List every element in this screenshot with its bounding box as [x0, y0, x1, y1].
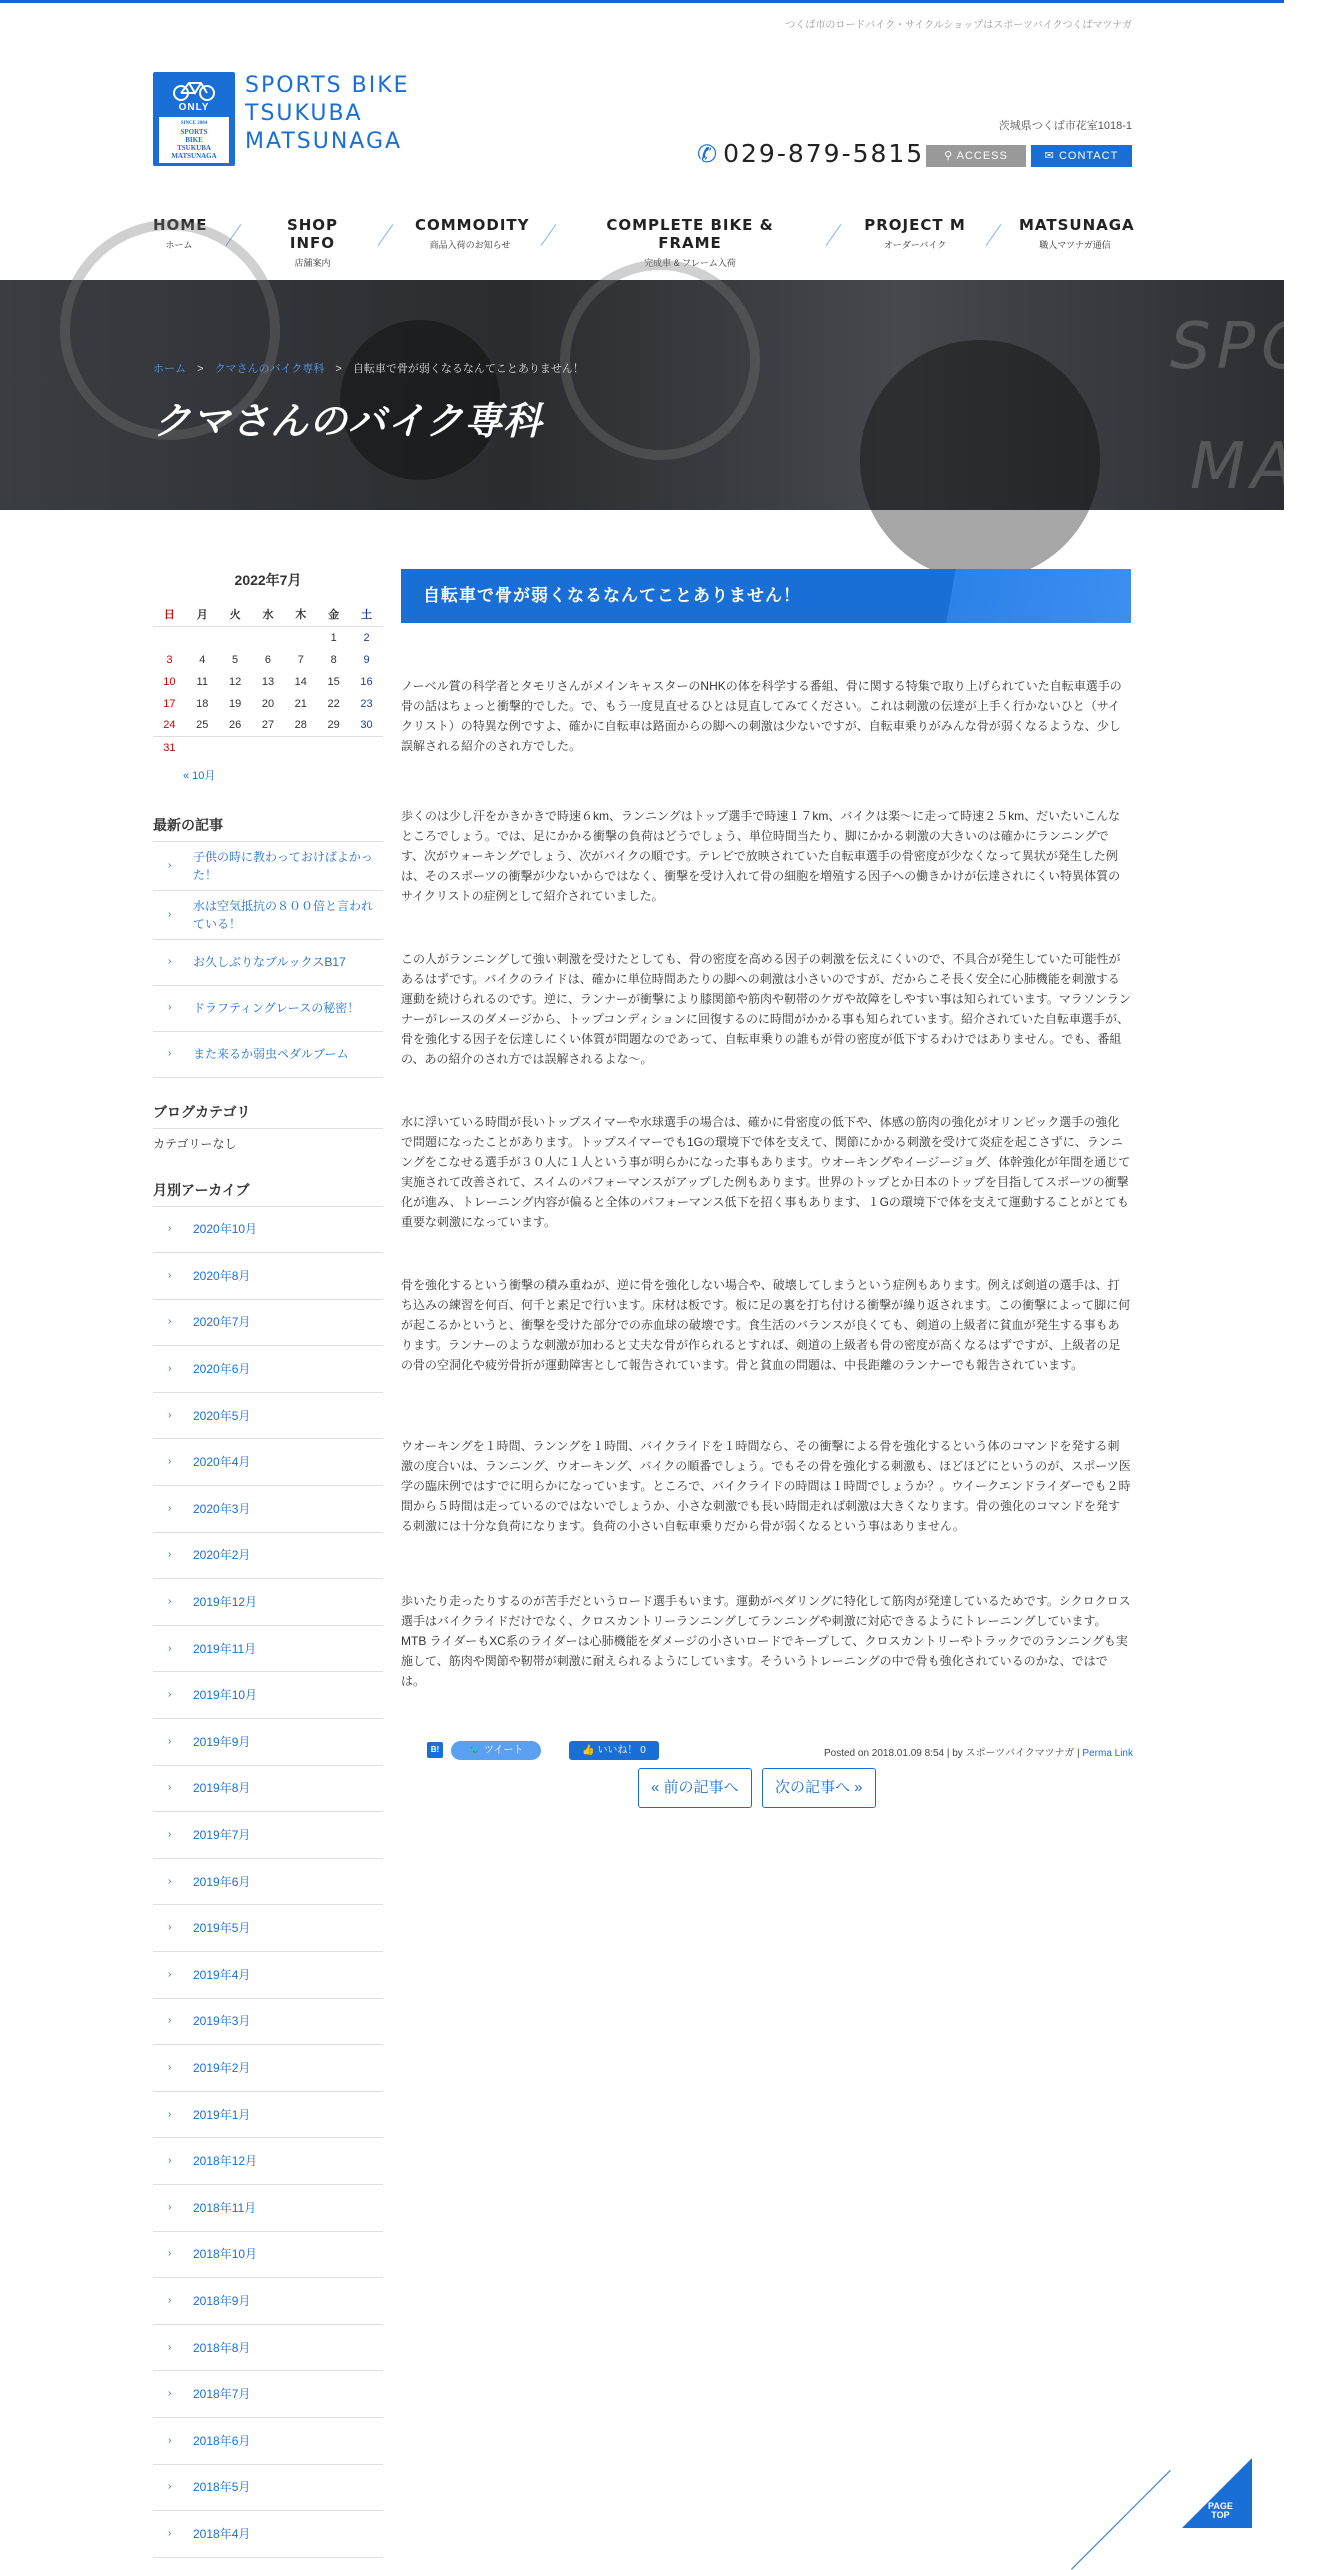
archive-item[interactable]: [153, 1766, 383, 1813]
archive-item-link[interactable]: 2018年8月: [193, 2340, 251, 2355]
archive-item-link[interactable]: 2019年11月: [193, 1641, 257, 1656]
archive-item[interactable]: [153, 2138, 383, 2185]
chevron-right-icon: ›: [168, 2341, 172, 2353]
calendar-day: [252, 737, 285, 759]
recent-post-item[interactable]: [153, 1032, 383, 1078]
calendar-day: 15: [327, 675, 340, 688]
archive-item[interactable]: [153, 2371, 383, 2418]
archive-item-link[interactable]: 2018年10月: [193, 2247, 258, 2262]
archive-item-link[interactable]: 2019年6月: [193, 1874, 251, 1889]
archive-item[interactable]: [153, 1952, 383, 1999]
archive-item[interactable]: [153, 1439, 383, 1486]
double-chevron-left-icon: «: [651, 1779, 664, 1796]
chevron-right-icon: ›: [168, 1642, 172, 1654]
chevron-right-icon: ›: [168, 2388, 172, 2400]
post-paragraph: この人がランニングして強い刺激を受けたとしても、骨の密度を高める因子の刺激を伝えにくいので、不具合が発生していた可能性があるはずです。バイクのライドは、確かに単位時間あたりの脚への刺激は小さいのですが、だからこそ長く安全に心肺機能を刺激する運動を続けられるのです。逆に、ランナーが衝撃により膝関節や筋肉や靭帯のケガや故障をしやすい事は知られています。マラソンランナーがレースのダメージから、トップコンディションに回復するのに時間がかかる事も知られています。紹介されていた自転車選手が、骨を強化する因子を伝達しにくい体質が問題なのであって、自転車乗りの誰もが骨の密度が低下するわけではありません。でも、番組の、あの紹介のされ方では誤解されるよな〜。: [401, 952, 1131, 1066]
phone-number[interactable]: ✆ 029-879-5815: [697, 139, 925, 168]
mail-icon: ✉: [1044, 150, 1059, 162]
calendar-day: 12: [228, 675, 242, 688]
nav-project-m[interactable]: PROJECT M オーダーバイク: [864, 216, 966, 250]
site-logo[interactable]: [153, 72, 235, 166]
calendar-day: 20: [261, 697, 275, 710]
chevron-right-icon: ›: [168, 2481, 172, 2493]
hero-gear-shape: [560, 260, 760, 460]
archive-item-link[interactable]: 2018年12月: [193, 2154, 258, 2169]
post-paragraph: 水に浮いている時間が長いトップスイマーや水球選手の場合は、確かに骨密度の低下や、体感の筋肉の強化がオリンピック選手の強化で問題になったことがあります。トップスイマーでも1Gの環境下で体を支えて、関節にかかる刺激を受けて炎症を起こさずに、ランニングをこなせる選手が３０人に１人という事が明らかになった事もあります。ウオーキングやイージージョグ、体幹強化が年間を通じて実施されて改善されて、スイムのパフォーマンスがアップした例もあります。世界のトップとか日本のトップを目指してスポーツの衝撃化が進み、トレーニング内容が偏ると全体のパフォーマンス低下を招く事もあります、１Gの環境下で体を支えて運動することがとても重要な刺激になっています。: [401, 1115, 1131, 1229]
chevron-right-icon: ›: [168, 2015, 172, 2027]
chevron-right-icon: ›: [168, 1875, 172, 1887]
tweet-button[interactable]: 🐦 ツイート: [451, 1741, 541, 1760]
calendar-weekday: 水: [252, 602, 285, 627]
recent-post-item-link[interactable]: 子供の時に教わっておけばよかった！: [193, 849, 373, 882]
archive-item-link[interactable]: 2020年6月: [193, 1362, 251, 1377]
nav-commodity[interactable]: COMMODITY 商品入荷のお知らせ: [415, 216, 530, 250]
post-paragraph: ウオーキングを１時間、ランングを１時間、バイクライドを１時間なら、その衝撃による骨を強化するという体のコマンドを発する刺激の度合いは、ランニング、ウオーキング、バイクの順番でしょう。でもその骨を強化する刺激も、ほどほどにというのが、スポーツ医学の臨床例ではすでに明らかになっています。ところで、バイクライドの時間は１時間でしょうか？。ウイークエンドライダーでも２時間から５時間は走っているのではないでしょうか、小さな刺激でも長い時間走れば刺激は大きくなります。骨の強化のコマンドを発する刺激には十分な負荷になります。負荷の小さい自転車乗りだから骨が弱くなるという事はありません。: [401, 1439, 1131, 1533]
nav-matsunaga[interactable]: MATSUNAGA 職人マツナガ通信: [1019, 216, 1135, 250]
archive-item[interactable]: [153, 1486, 383, 1533]
page-title: クマさんのバイク専科: [153, 398, 543, 443]
calendar-day: 3: [166, 653, 173, 666]
archive-item-link[interactable]: 2019年8月: [193, 1781, 251, 1796]
archive-item-link[interactable]: 2020年7月: [193, 1315, 251, 1330]
chevron-right-icon: ›: [168, 1922, 172, 1934]
bird-icon: 🐦: [468, 1745, 484, 1756]
archive-item-link[interactable]: 2018年6月: [193, 2433, 251, 2448]
calendar: [153, 602, 383, 759]
chevron-right-icon: ›: [168, 1223, 172, 1235]
calendar-weekday: 火: [219, 602, 252, 627]
archive-item-link[interactable]: 2020年8月: [193, 1268, 251, 1283]
archive-item[interactable]: [153, 2185, 383, 2232]
calendar-weekday: 月: [186, 602, 219, 627]
hero-watermark: SPO: [1170, 310, 1318, 384]
calendar-day: 30: [360, 719, 373, 732]
archive-item-link[interactable]: 2020年4月: [193, 1455, 251, 1470]
calendar-day: [219, 627, 252, 649]
nav-divider: [986, 224, 1002, 246]
post-title: 自転車で骨が弱くなるなんてことありません！: [401, 569, 1131, 623]
archive-item[interactable]: [153, 1207, 383, 1254]
chevron-right-icon: ›: [168, 2201, 172, 2213]
recent-posts-list: [153, 842, 383, 1078]
chevron-right-icon: ›: [168, 2108, 172, 2120]
decorative-line: [1071, 2470, 1171, 2570]
calendar-day: 16: [360, 675, 373, 688]
calendar-day: 7: [297, 653, 304, 666]
calendar-day: 18: [196, 697, 209, 710]
nav-divider: [541, 224, 557, 246]
calendar-day: 13: [261, 675, 275, 688]
nav-shop-info[interactable]: SHOP INFO 店舗案内: [286, 216, 339, 268]
chevron-right-icon: ›: [168, 1968, 172, 1980]
archive-item[interactable]: [153, 1812, 383, 1859]
chevron-right-icon: ›: [168, 2434, 172, 2446]
archive-item[interactable]: [153, 2278, 383, 2325]
recent-post-item[interactable]: [153, 940, 383, 986]
calendar-day: [350, 737, 383, 759]
calendar-day: 8: [330, 653, 337, 666]
post-pager: [638, 1768, 882, 1808]
chevron-right-icon: ›: [168, 1502, 172, 1514]
sidebar: [153, 570, 383, 2558]
chevron-right-icon: ›: [168, 2155, 172, 2167]
post-paragraph: 歩いたり走ったりするのが苦手だというロード選手もいます。運動がペダリングに特化して筋肉が発達しているためです。シクロクロス選手はバイクライドだけでなく、クロスカントリーランニングしてランニングや刺激に対応できるようにトレーニングしています。MTB ライダーもXC系のライダーは心肺機能をダメージの小さいロードでキープして、クロスカントリーやトラックでのランニングも実施して、筋肉や関節や靭帯が刺激に耐えられるようにしています。そういうトレーニングの中で骨も強化されているのかな、ではでは。: [401, 1594, 1131, 1688]
page-hero: [0, 280, 1318, 510]
prev-post-button[interactable]: « 前の記事へ: [638, 1768, 752, 1808]
shop-address: 茨城県つくば市花室1018-1: [998, 120, 1132, 132]
calendar-day: 4: [199, 653, 206, 666]
recent-post-item-link[interactable]: ドラフティングレースの秘密！: [193, 1001, 360, 1015]
calendar-day: 28: [294, 719, 307, 732]
archive-item-link[interactable]: 2018年7月: [193, 2387, 251, 2402]
chevron-right-icon: ›: [168, 1363, 172, 1375]
archive-item-link[interactable]: 2020年5月: [193, 1408, 251, 1423]
archive-item-link[interactable]: 2019年2月: [193, 2060, 251, 2075]
archive-list: [153, 1207, 383, 2558]
chevron-right-icon: ›: [168, 1596, 172, 1608]
archive-item-link[interactable]: 2020年10月: [193, 1222, 258, 1237]
thumbs-up-icon: 👍: [582, 1745, 598, 1756]
calendar-weekday: 土: [350, 602, 383, 627]
archive-item[interactable]: [153, 1626, 383, 1673]
archive-item-link[interactable]: 2019年7月: [193, 1828, 251, 1843]
calendar-day: 2: [363, 631, 370, 644]
chevron-right-icon: ›: [168, 1782, 172, 1794]
calendar-day: 24: [163, 719, 176, 732]
calendar-weekday: 木: [284, 602, 317, 627]
calendar-day: 10: [163, 675, 176, 688]
archive-item[interactable]: [153, 2092, 383, 2139]
access-button[interactable]: ⚲ ACCESS: [926, 145, 1026, 167]
breadcrumb: ホーム > クマさんのバイク専科 > 自転車で骨が弱くなるなんてことありません！: [153, 363, 584, 375]
archive-item-link[interactable]: 2019年5月: [193, 1921, 251, 1936]
post-article: [401, 569, 1131, 1688]
chevron-right-icon: ›: [168, 2527, 172, 2539]
archive-item-link[interactable]: 2018年4月: [193, 2526, 251, 2541]
archive-item-link[interactable]: 2019年3月: [193, 2014, 251, 2029]
calendar-day: 17: [163, 697, 176, 710]
calendar-day: [317, 737, 350, 759]
post-meta: Posted on 2018.01.09 8:54 | by スポーツバイクマツナガ | Perma Link: [823, 1748, 1133, 1759]
recent-post-item-link[interactable]: お久しぶりなブルックスB17: [193, 955, 346, 969]
category-title: ブログカテゴリ: [153, 1084, 383, 1129]
calendar-day: [284, 627, 317, 649]
calendar-day: [284, 737, 317, 759]
archive-item-link[interactable]: 2019年10月: [193, 1688, 258, 1703]
archive-item-link[interactable]: 2019年9月: [193, 1734, 251, 1749]
calendar-day: [252, 627, 285, 649]
archive-item[interactable]: [153, 1346, 383, 1393]
recent-post-item[interactable]: [153, 986, 383, 1032]
archive-item[interactable]: [153, 1719, 383, 1766]
archive-item-link[interactable]: 2019年4月: [193, 1967, 251, 1982]
chevron-right-icon: ›: [168, 1456, 172, 1468]
top-accent-line: [0, 0, 1284, 3]
calendar-day: [186, 737, 219, 759]
permalink[interactable]: Perma Link: [1082, 1748, 1133, 1759]
calendar-day: 21: [294, 697, 307, 710]
calendar-day: 14: [294, 675, 307, 688]
chevron-right-icon: ›: [168, 2294, 172, 2306]
chevron-right-icon: ›: [168, 2061, 172, 2073]
nav-complete-bike[interactable]: COMPLETE BIKE & FRAME 完成車 & フレーム入荷: [606, 216, 774, 268]
calendar-weekday: 日: [153, 602, 186, 627]
archive-item-link[interactable]: 2019年12月: [193, 1595, 258, 1610]
phone-icon: ✆: [697, 140, 720, 168]
calendar-day: 5: [232, 653, 239, 666]
logo-wordmark[interactable]: SPORTS BIKE TSUKUBA MATSUNAGA: [245, 73, 410, 154]
recent-post-item[interactable]: [153, 842, 383, 891]
archive-item[interactable]: [153, 2045, 383, 2092]
chevron-right-icon: ›: [168, 1689, 172, 1701]
map-pin-icon: ⚲: [944, 150, 957, 162]
calendar-day: 27: [261, 719, 275, 732]
chevron-right-icon: ›: [168, 956, 172, 967]
calendar-prev-link[interactable]: « 10月: [183, 769, 216, 782]
breadcrumb-category[interactable]: クマさんのバイク専科: [214, 363, 325, 375]
archive-item-link[interactable]: 2020年2月: [193, 1548, 251, 1563]
page-top-button[interactable]: PAGE TOP: [1182, 2458, 1252, 2528]
calendar-day: 25: [196, 719, 209, 732]
archive-item-link[interactable]: 2020年3月: [193, 1501, 251, 1516]
hero-shadow-shape: [860, 340, 1100, 580]
like-button[interactable]: 👍 いいね！ 0: [569, 1741, 659, 1760]
next-post-button[interactable]: 次の記事へ »: [762, 1768, 876, 1808]
double-chevron-right-icon: »: [850, 1779, 863, 1796]
archive-item[interactable]: [153, 2465, 383, 2512]
chevron-right-icon: ›: [168, 1409, 172, 1421]
calendar-weekday: 金: [317, 602, 350, 627]
chevron-right-icon: ›: [168, 1002, 172, 1013]
category-empty: カテゴリーなし: [153, 1136, 237, 1151]
calendar-day: 6: [264, 653, 272, 666]
post-paragraph: 骨を強化するという衝撃の積み重ねが、逆に骨を強化しない場合や、破壊してしまうという症例もあります。例えば剣道の選手は、打ち込みの練習を何百、何千と素足で行います。床材は板です。板に足の裏を打ち付ける衝撃が繰り返されます。この衝撃によって脚に何が起こるかというと、衝撃を受けた部分での赤血球の破壊です。食生活のバランスが良くても、剣道の上級者に貧血が発生する事もあります。ランナーのような刺激が加わると丈夫な骨が作られるとすれば、剣道の上級者も骨の密度が高くなるはずですが、上級者の足の骨の空洞化や疲労骨折が運動障害として報告されています。骨と貧血の問題は、中長距離のランナーでも報告されています。: [401, 1278, 1131, 1372]
nav-home[interactable]: HOME ホーム: [153, 216, 208, 250]
chevron-right-icon: ›: [168, 1316, 172, 1328]
chevron-right-icon: ›: [168, 1735, 172, 1747]
archive-item[interactable]: [153, 1533, 383, 1580]
calendar-day: [153, 627, 186, 649]
archive-item[interactable]: [153, 1253, 383, 1300]
calendar-day: 23: [360, 697, 373, 710]
post-footer: [427, 1740, 1133, 1760]
calendar-day: 29: [327, 719, 340, 732]
post-paragraph: 歩くのは少し汗をかきかきで時速６km、ランニングはトップ選手で時速１７km、バイクは楽〜に走って時速２５km、だいたいこんなところでしょう。では、足にかかる衝撃の負荷はどうでしょう、単位時間当たり、脚にかかる刺激の大きいのは確かにランニングです、次がウォーキングでしょう、次がバイクの順です。テレビで放映されていた自転車選手の骨密度が少なくなって異状が発生した例は、そのスポーツの衝撃が少ないからではなく、衝撃を受け入れて骨の細胞を増殖する因子への働きかけが伝達されにくい特異体質のサイクリストの症例として紹介されていました。: [401, 809, 1121, 903]
archive-item[interactable]: [153, 1672, 383, 1719]
archive-item-link[interactable]: 2018年9月: [193, 2293, 251, 2308]
archive-item[interactable]: [153, 1393, 383, 1440]
calendar-day: 26: [228, 719, 242, 732]
contact-button[interactable]: ✉ CONTACT: [1031, 145, 1132, 167]
chevron-right-icon: ›: [168, 859, 172, 871]
archive-item[interactable]: [153, 1579, 383, 1626]
chevron-right-icon: ›: [168, 908, 172, 920]
calendar-day: 1: [330, 631, 337, 644]
recent-post-item-link[interactable]: 水は空気抵抗の８００倍と言われている！: [193, 898, 374, 931]
header-tagline: つくば市のロードバイク・サイクルショップはスポーツバイクつくばマツナガ: [785, 20, 1132, 31]
chevron-right-icon: ›: [168, 1549, 172, 1561]
archive-item-link[interactable]: 2018年5月: [193, 2480, 251, 2495]
chevron-right-icon: ›: [168, 1269, 172, 1281]
archive-item[interactable]: [153, 2232, 383, 2279]
archive-item[interactable]: [153, 1999, 383, 2046]
calendar-day: [186, 627, 219, 649]
archive-title: 月別アーカイブ: [153, 1162, 383, 1207]
archive-item[interactable]: [153, 2511, 383, 2558]
logo-emblem: SINCE 2004 SPORTS BIKE TSUKUBA MATSUNAGA: [159, 117, 229, 163]
logo-badge: ONLY: [178, 102, 210, 113]
recent-post-item[interactable]: [153, 891, 383, 940]
chevron-right-icon: ›: [168, 1829, 172, 1841]
calendar-day: 22: [327, 697, 340, 710]
hero-watermark: MA: [1190, 430, 1301, 504]
calendar-caption: 2022年7月: [234, 572, 302, 588]
breadcrumb-home[interactable]: ホーム: [153, 363, 186, 375]
calendar-day: 11: [196, 675, 208, 688]
calendar-day: 31: [153, 737, 186, 759]
archive-item[interactable]: [153, 1905, 383, 1952]
chevron-right-icon: ›: [168, 2248, 172, 2260]
calendar-day: [219, 737, 252, 759]
archive-item[interactable]: [153, 1859, 383, 1906]
archive-item[interactable]: [153, 2418, 383, 2465]
breadcrumb-current: 自転車で骨が弱くなるなんてことありません！: [352, 363, 584, 375]
chevron-right-icon: ›: [168, 1048, 172, 1059]
calendar-day: 9: [363, 653, 370, 666]
archive-item[interactable]: [153, 2325, 383, 2372]
post-paragraph: ノーベル賞の科学者とタモリさんがメインキャスターのNHKの体を科学する番組、骨に関する特集で取り上げられていた自転車選手の骨の話はちょっと衝撃的でした。で、もう一度見直せるひとは見直してみてください。これは刺激の伝達が上手く行かないひと（サイクリスト）の特異な例ですよ、確かに自転車は路面からの脚への刺激は少ないですが、自転車乗りがみんな骨が弱くなるような、少し誤解される紹介のされ方でした。: [401, 679, 1122, 753]
archive-item-link[interactable]: 2019年1月: [193, 2107, 251, 2122]
archive-item-link[interactable]: 2018年11月: [193, 2200, 257, 2215]
recent-post-item-link[interactable]: また来るか弱虫ペダルブーム: [193, 1047, 349, 1061]
nav-divider: [826, 224, 842, 246]
nav-divider: [378, 224, 394, 246]
recent-posts-title: 最新の記事: [153, 797, 383, 842]
calendar-day: 19: [228, 697, 242, 710]
hatena-bookmark-button[interactable]: B!: [427, 1742, 443, 1758]
global-nav: [153, 216, 1135, 268]
bicycle-icon: [171, 78, 217, 102]
archive-item[interactable]: [153, 1300, 383, 1347]
